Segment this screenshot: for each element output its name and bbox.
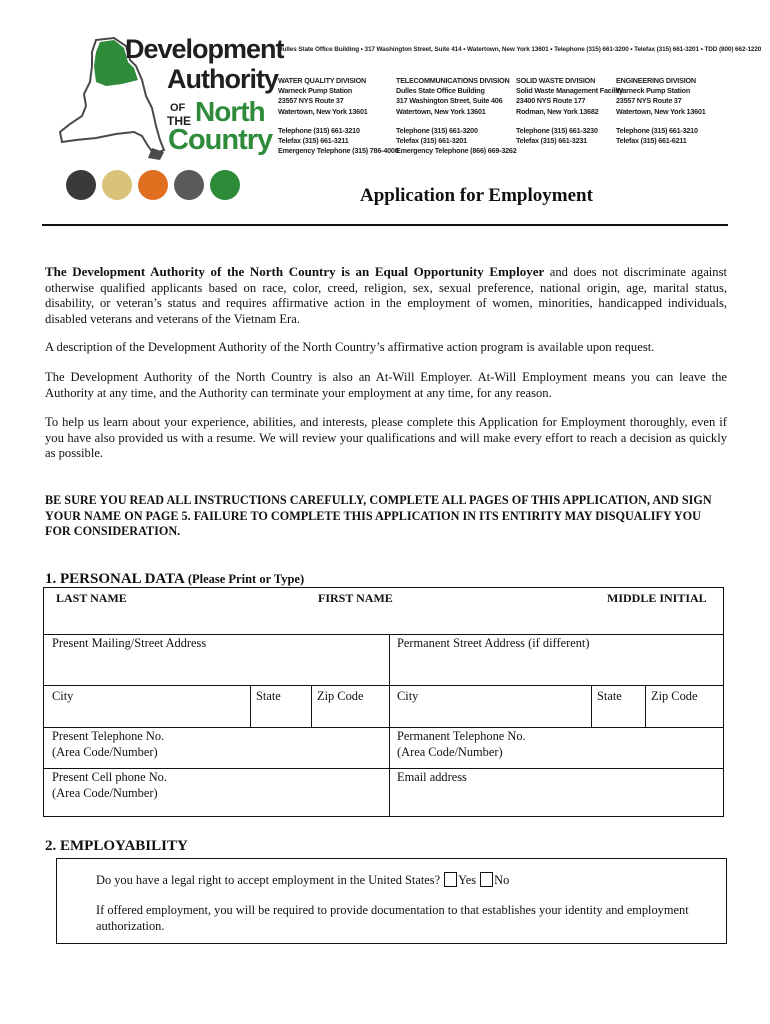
help-paragraph: To help us learn about your experience, abilities, and interests, please complete this Application for Employment thoroughly, even if you have also provided us with a resume. We will review your qualifications and will make every effort to reach a decision as quickly as possible. (45, 415, 727, 461)
division-emergency: Emergency Telephone (866) 669-3262 (396, 146, 517, 156)
section-title: 1. PERSONAL DATA (45, 571, 185, 587)
form-row-divider (43, 727, 724, 728)
division-name: SOLID WASTE DIVISION (516, 76, 596, 85)
logo-of: OF (170, 102, 186, 114)
division-fax: Telefax (315) 661-3231 (516, 136, 587, 146)
dotted-seal-icon (102, 170, 132, 200)
no-label: No (494, 873, 510, 887)
division-icons (66, 170, 246, 202)
permanent-city-field[interactable]: City (397, 689, 419, 703)
documentation-note: If offered employment, you will be required to provide documentation to that establishes your identity and employment authorization. (96, 903, 689, 933)
division-phone: Telephone (315) 661-3210 (278, 125, 360, 135)
form-column-divider (645, 685, 646, 727)
division-name: WATER QUALITY DIVISION (278, 76, 366, 85)
permanent-address-field[interactable]: Permanent Street Address (if different) (397, 636, 590, 650)
recycle-icon (210, 170, 240, 200)
form-row-divider (43, 768, 724, 769)
division-solid-waste (516, 76, 623, 146)
division-address-1: Dulles State Office Building (396, 86, 485, 96)
no-checkbox[interactable] (480, 872, 493, 887)
last-name-field[interactable]: LAST NAME (56, 591, 127, 605)
permanent-phone-label: Permanent Telephone No. (397, 729, 526, 743)
form-column-divider (591, 685, 592, 727)
yes-checkbox[interactable] (444, 872, 457, 887)
present-phone-label: Present Telephone No. (52, 729, 165, 743)
present-zip-field[interactable]: Zip Code (317, 689, 364, 703)
page-title: Application for Employment (360, 185, 593, 206)
cell-phone-hint: (Area Code/Number) (52, 785, 158, 800)
division-phone: Telephone (315) 661-3230 (516, 125, 598, 135)
division-fax: Telefax (315) 661-3201 (396, 136, 467, 146)
legal-right-question: Do you have a legal right to accept employment in the United States? (96, 873, 441, 887)
form-row-divider (43, 685, 724, 686)
legal-right-question-row (96, 872, 509, 889)
division-address-3: Watertown, New York 13601 (278, 106, 368, 116)
section-personal-data-heading (45, 571, 304, 588)
division-address-3: Rodman, New York 13682 (516, 106, 599, 116)
division-address-1: Warneck Pump Station (616, 86, 691, 96)
instructions-warning: BE SURE YOU READ ALL INSTRUCTIONS CAREFULLY, COMPLETE ALL PAGES OF THIS APPLICATION, AND SIGN YOUR NAME ON PAGE 5. FAILURE TO COMPLETE THIS APPLICATION IN ITS ENTIRITY MAY DISQUALIFY YOU FOR CONSIDERATION. (45, 493, 712, 539)
email-field[interactable]: Email address (397, 770, 467, 784)
division-address-3: Watertown, New York 13601 (396, 106, 486, 116)
form-row-divider (43, 634, 724, 635)
division-fax: Telefax (315) 661-3211 (278, 136, 349, 146)
permanent-zip-field[interactable]: Zip Code (651, 689, 698, 703)
cell-phone-label: Present Cell phone No. (52, 770, 167, 784)
division-address-1: Warneck Pump Station (278, 86, 353, 96)
logo-the: THE (167, 114, 191, 128)
form-column-divider (250, 685, 251, 727)
division-water-quality (278, 76, 399, 156)
eeo-lead: The Development Authority of the North Country is an Equal Opportunity Employer (45, 264, 545, 279)
division-phone: Telephone (315) 661-3200 (396, 125, 478, 135)
division-address-2: 317 Washington Street, Suite 406 (396, 96, 503, 106)
division-address-3: Watertown, New York 13601 (616, 106, 706, 116)
division-address-2: 23400 NYS Route 177 (516, 96, 586, 106)
present-phone-field[interactable] (52, 729, 164, 760)
present-state-field[interactable]: State (256, 689, 281, 703)
division-address-1: Solid Waste Management Facility (516, 86, 623, 96)
at-will-statement: The Development Authority of the North Country is also an At-Will Employer. At-Will Employment means you can leave the Authority at any time, and the Authority can terminate your employment at any time, for any reason. (45, 370, 727, 400)
water-drop-hand-icon (66, 170, 96, 200)
present-city-field[interactable]: City (52, 689, 74, 703)
affirmative-action-note: A description of the Development Authority of the North Country’s affirmative action program is available upon request. (45, 340, 655, 354)
permanent-state-field[interactable]: State (597, 689, 622, 703)
section-subtitle: (Please Print or Type) (187, 572, 305, 586)
form-column-divider (311, 685, 312, 727)
logo-country: Country (168, 124, 273, 156)
division-telecommunications (396, 76, 517, 156)
form-column-divider (389, 634, 390, 817)
section-employability-heading: 2. EMPLOYABILITY (45, 838, 188, 854)
permanent-phone-field[interactable] (397, 729, 526, 760)
cell-phone-field[interactable] (52, 770, 167, 801)
division-fax: Telefax (315) 661-6211 (616, 136, 687, 146)
logo-line-1: Development (125, 34, 284, 64)
house-icon (138, 170, 168, 200)
yes-label: Yes (458, 873, 477, 887)
eeo-statement (45, 264, 727, 327)
division-address-2: 23557 NYS Route 37 (616, 96, 682, 106)
eeo-rest: and does not discriminate against otherwise qualified applicants based on race, color, creed, religion, sex, sexual preference, national origin, age, marital status, disability, or veteran’s status and requires affirmative action in the employment of women, minorities, handicapped individuals, disabled veterans and veterans of the Vietnam Era. (45, 265, 727, 326)
header-divider (42, 224, 728, 226)
division-address-2: 23557 NYS Route 37 (278, 96, 344, 106)
division-engineering (616, 76, 706, 146)
main-office-address: Dulles State Office Building • 317 Washington Street, Suite 414 • Watertown, New York 13601 • Telephone (315) 661-3200 • Telefax (315) 661-3201 • TDD (800) 662-1220 (278, 46, 762, 53)
first-name-field[interactable]: FIRST NAME (318, 591, 393, 605)
division-name: ENGINEERING DIVISION (616, 76, 696, 85)
present-phone-hint: (Area Code/Number) (52, 744, 158, 759)
water-droplet-icon (174, 170, 204, 200)
middle-initial-field[interactable]: MIDDLE INITIAL (607, 591, 707, 605)
division-phone: Telephone (315) 661-3210 (616, 125, 698, 135)
division-name: TELECOMMUNICATIONS DIVISION (396, 76, 510, 85)
present-address-field[interactable]: Present Mailing/Street Address (52, 636, 207, 650)
division-emergency: Emergency Telephone (315) 786-4000 (278, 146, 399, 156)
logo-north: North (195, 96, 265, 127)
logo-line-2: Authority (167, 64, 278, 94)
permanent-phone-hint: (Area Code/Number) (397, 744, 503, 759)
